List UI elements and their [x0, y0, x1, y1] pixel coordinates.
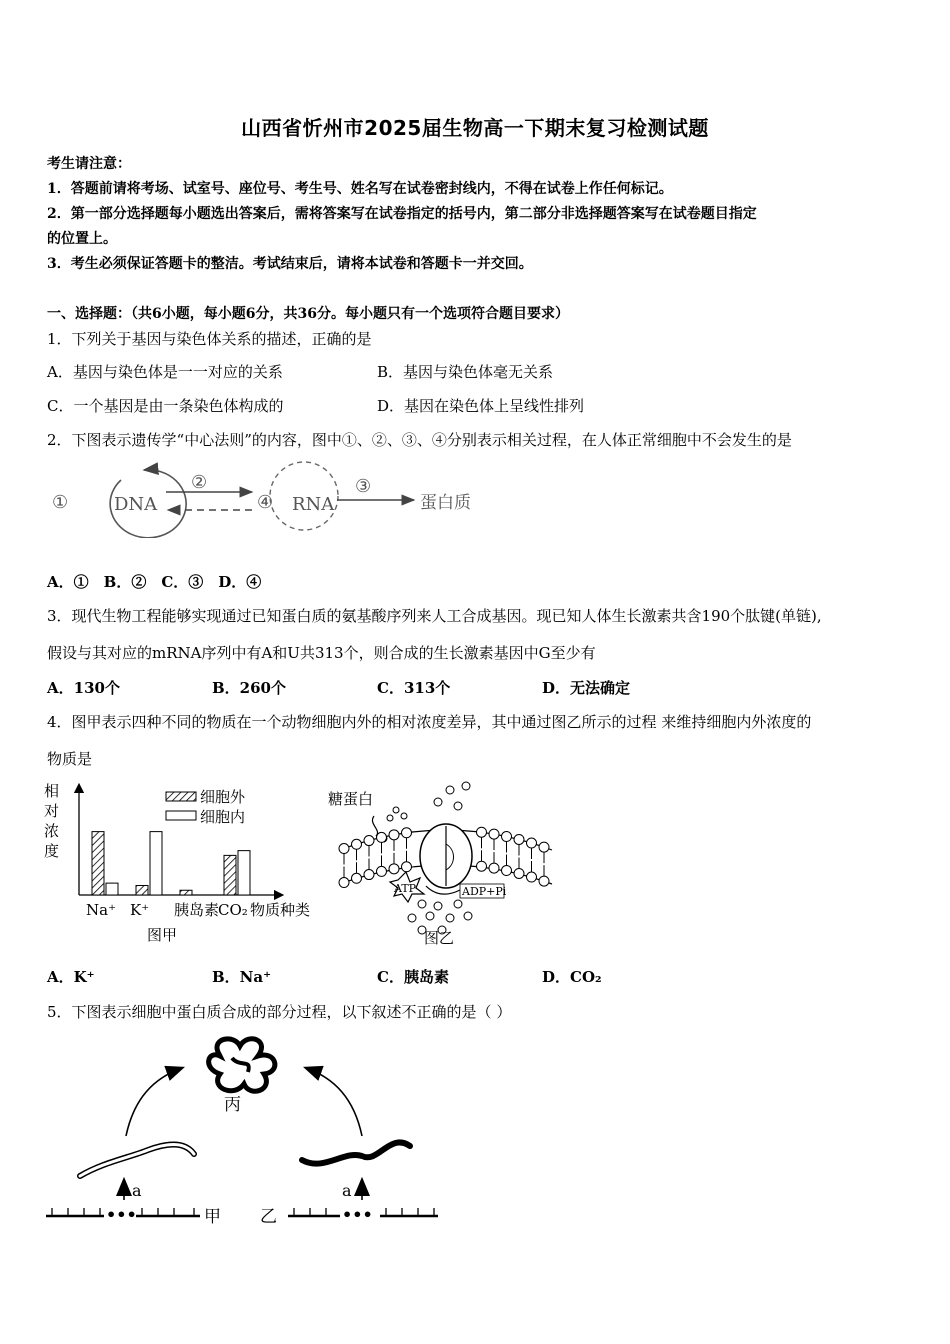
y-axis-label-2: 对: [44, 802, 60, 820]
bar-outside-1: [136, 885, 148, 895]
q1-stem: 1．下列关于基因与染色体关系的描述，正确的是: [47, 330, 372, 348]
y-axis-label-3: 浓: [44, 822, 60, 840]
adp-label: ADP+Pi: [462, 885, 507, 898]
notice-heading: 考生请注意：: [47, 156, 131, 172]
atp-label: ATP: [394, 882, 417, 895]
section-heading: 一、选择题：（共6小题，每小题6分，共36分。每小题只有一个选项符合题目要求）: [47, 306, 569, 322]
q5-stem: 5．下图表示细胞中蛋白质合成的部分过程，以下叙述不正确的是（ ）: [47, 1003, 512, 1021]
glycoprotein-chain: [372, 816, 377, 836]
legend-outside-label: 细胞外: [200, 788, 246, 806]
notice-item-2: 2．第一部分选择题每小题选出答案后，需将答案写在试卷指定的括号内，第二部分非选择题答案写在试卷题目指定: [47, 206, 757, 222]
a-label-right: a: [342, 1181, 352, 1200]
q3-option-a: A．130个: [47, 679, 120, 697]
q4-option-b: B．Na⁺: [212, 968, 272, 986]
notice-item-2-cont: 的位置上。: [47, 231, 117, 247]
legend-swatch-outside: [166, 792, 196, 801]
arrow-left-to-bing: [126, 1068, 182, 1136]
dna-label: DNA: [114, 494, 158, 515]
membrane-transport-figure: [326, 780, 566, 950]
q1-option-c: C．一个基因是由一条染色体构成的: [47, 397, 284, 415]
q3-option-b: B．260个: [212, 679, 286, 697]
process-1-label: ①: [52, 492, 69, 513]
arrow-right-to-bing: [306, 1068, 362, 1136]
q2-options: A．① B．② C．③ D．④: [47, 573, 262, 591]
q1-option-d: D．基因在染色体上呈线性排列: [377, 397, 585, 415]
x-tick-label-3: CO₂: [218, 901, 248, 919]
rna-label: RNA: [292, 494, 335, 515]
peptide-chain-left: [80, 1145, 194, 1177]
svg-text:•••: •••: [106, 1205, 137, 1224]
y-axis-label-1: 相: [44, 782, 60, 800]
bar-outside-3: [224, 855, 236, 895]
process-4-label: ④: [257, 492, 274, 513]
q3-option-d: D．无法确定: [542, 679, 631, 697]
x-axis-label: 物质种类: [250, 901, 311, 919]
protein-synthesis-figure: [44, 1028, 444, 1228]
q4-option-d: D．CO₂: [542, 968, 602, 986]
q1-option-b: B．基因与染色体毫无关系: [377, 363, 554, 381]
bar-inside-1: [150, 832, 162, 895]
q3-line-1: 3．现代生物工程能够实现通过已知蛋白质的氨基酸序列来人工合成基因。现已知人体生长激素共含190个肽键(单链),: [47, 607, 822, 625]
q4-line-2: 物质是: [47, 750, 93, 768]
notice-item-3: 3．考生必须保证答题卡的整洁。考试结束后，请将本试卷和答题卡一并交回。: [47, 256, 533, 272]
bar-inside-0: [106, 883, 118, 895]
notice-item-1: 1．答题前请将考场、试室号、座位号、考生号、姓名写在试卷密封线内，不得在试卷上作任何标记。: [47, 181, 673, 197]
bar-outside-0: [92, 832, 104, 895]
q3-option-c: C．313个: [377, 679, 451, 697]
concentration-bar-chart: [44, 780, 334, 950]
q4-line-1: 4．图甲表示四种不同的物质在一个动物细胞内外的相对浓度差异，其中通过图乙所示的过程 来维持细胞内外浓度的: [47, 713, 812, 731]
bar-outside-2: [180, 890, 192, 895]
legend-swatch-inside: [166, 811, 196, 820]
yi-label: 乙: [260, 1207, 277, 1227]
q4-option-c: C．胰岛素: [377, 968, 449, 986]
q4-option-a: A．K⁺: [47, 968, 95, 986]
protein-label: 蛋白质: [420, 493, 471, 513]
y-axis-label-4: 度: [44, 842, 60, 860]
bar-inside-3: [238, 851, 250, 895]
jia-label: 甲: [204, 1207, 221, 1227]
peptide-chain-right: [302, 1142, 410, 1163]
q2-stem: 2．下图表示遗传学“中心法则”的内容，图中①、②、③、④分别表示相关过程，在人体正常细胞中不会发生的是: [47, 431, 792, 449]
process-2-label: ②: [191, 472, 208, 493]
central-dogma-figure: [44, 458, 484, 538]
a-label-left: a: [132, 1181, 142, 1200]
legend-inside-label: 细胞内: [200, 808, 246, 826]
figure-caption-jia: 图甲: [147, 926, 178, 944]
protein-bing-label: 丙: [224, 1095, 241, 1115]
q1-option-a: A．基因与染色体是一一对应的关系: [47, 363, 283, 381]
mrna-strand-left: [46, 1205, 200, 1224]
figure-caption-yi: 图乙: [424, 929, 455, 947]
x-tick-label-2: 胰岛素: [174, 901, 220, 919]
svg-text:•••: •••: [342, 1205, 373, 1224]
glycoprotein-label: 糖蛋白: [328, 790, 374, 808]
page-title: 山西省忻州市2025届生物高一下期末复习检测试题: [241, 116, 709, 140]
q3-line-2: 假设与其对应的mRNA序列中有A和U共313个，则合成的生长激素基因中G至少有: [47, 644, 596, 662]
x-tick-label-0: Na⁺: [86, 901, 116, 919]
process-3-label: ③: [355, 476, 372, 497]
x-tick-label-1: K⁺: [130, 901, 150, 919]
